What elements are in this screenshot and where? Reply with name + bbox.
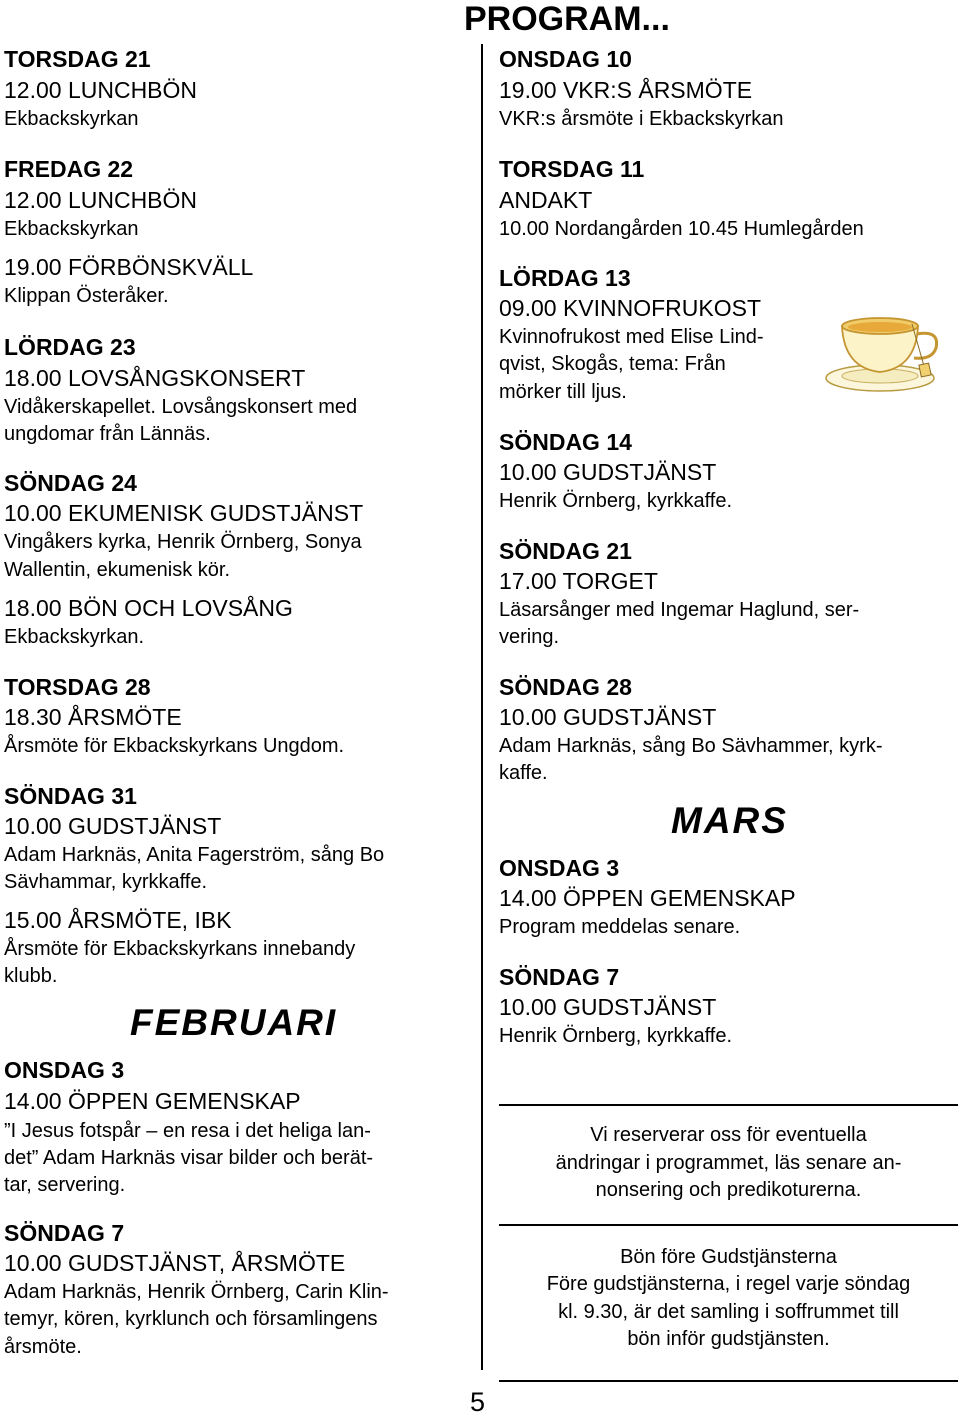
event-title: 19.00 VKR:S ÅRSMÖTE (499, 77, 753, 103)
day-heading: SÖNDAG 31 (4, 783, 137, 809)
prayer-text: bön inför gudstjänsten. (627, 1328, 830, 1350)
event-details: Kvinnofrukost med Elise Lind- (499, 326, 764, 348)
event-details: Adam Harknäs, Henrik Örnberg, Carin Klin- (4, 1281, 389, 1303)
event-details: Henrik Örnberg, kyrkkaffe. (499, 1025, 733, 1047)
event-details: Henrik Örnberg, kyrkkaffe. (499, 490, 733, 512)
day-heading: TORSDAG 21 (4, 46, 151, 72)
event-title: 09.00 KVINNOFRUKOST (499, 295, 762, 321)
event-title: 18.00 LOVSÅNGSKONSERT (4, 365, 306, 391)
day-heading: SÖNDAG 21 (499, 538, 632, 564)
event-title: 10.00 GUDSTJÄNST (4, 813, 222, 839)
event-details: Adam Harknäs, sång Bo Sävhammer, kyrk- (499, 735, 883, 757)
event-title: 10.00 GUDSTJÄNST (499, 994, 717, 1020)
event-details: Klippan Österåker. (4, 285, 169, 307)
event-title: ANDAKT (499, 187, 593, 213)
event-title: 17.00 TORGET (499, 568, 658, 594)
page-number: 5 (470, 1387, 486, 1417)
month-heading-februari: FEBRUARI (130, 1002, 338, 1043)
event-details: årsmöte. (4, 1336, 82, 1358)
event-title: 10.00 GUDSTJÄNST, ÅRSMÖTE (4, 1250, 346, 1276)
event-details: tar, servering. (4, 1174, 126, 1196)
day-heading: FREDAG 22 (4, 156, 134, 182)
event-details: Wallentin, ekumenisk kör. (4, 559, 231, 581)
prayer-text: kl. 9.30, är det samling i soffrummet till (558, 1301, 899, 1323)
notice-text: Vi reserverar oss för eventuella (590, 1124, 867, 1146)
event-details: Vidåkerskapellet. Lovsångskonsert med (4, 396, 358, 418)
event-details: mörker till ljus. (499, 381, 627, 403)
event-details: kaffe. (499, 762, 548, 784)
day-heading: SÖNDAG 7 (499, 964, 620, 990)
event-details: klubb. (4, 965, 58, 987)
divider-line (499, 1224, 958, 1226)
day-heading: ONSDAG 10 (499, 46, 632, 72)
event-details: det” Adam Harknäs visar bilder och berät- (4, 1147, 374, 1169)
notice-text: ändringar i programmet, läs senare an- (555, 1152, 902, 1174)
event-details: Program meddelas senare. (499, 916, 741, 938)
column-divider (481, 44, 483, 1370)
event-details: Årsmöte för Ekbackskyrkans Ungdom. (4, 735, 345, 757)
event-title: 10.00 GUDSTJÄNST (499, 459, 717, 485)
event-details: Årsmöte för Ekbackskyrkans innebandy (4, 938, 356, 960)
event-title: 18.30 ÅRSMÖTE (4, 704, 182, 730)
event-title: 12.00 LUNCHBÖN (4, 77, 198, 103)
event-details: Läsarsånger med Ingemar Haglund, ser- (499, 599, 860, 621)
notice-text: nonsering och predikoturerna. (595, 1179, 862, 1201)
event-details: Ekbackskyrkan (4, 108, 139, 130)
month-heading-mars: MARS (671, 800, 788, 841)
teacup-icon (822, 316, 954, 396)
event-details: Sävhammar, kyrkkaffe. (4, 871, 208, 893)
divider-line (499, 1104, 958, 1106)
day-heading: LÖRDAG 23 (4, 334, 136, 360)
event-title: 14.00 ÖPPEN GEMENSKAP (499, 885, 796, 911)
event-details: ungdomar från Lännäs. (4, 423, 211, 445)
event-details: vering. (499, 626, 560, 648)
event-details: qvist, Skogås, tema: Från (499, 353, 726, 375)
day-heading: SÖNDAG 14 (499, 429, 632, 455)
event-title: 19.00 FÖRBÖNSKVÄLL (4, 254, 254, 280)
event-details: Ekbackskyrkan (4, 218, 139, 240)
event-title: 10.00 GUDSTJÄNST (499, 704, 717, 730)
event-details: Vingåkers kyrka, Henrik Örnberg, Sonya (4, 531, 362, 553)
event-details: temyr, kören, kyrklunch och församlingens (4, 1308, 378, 1330)
day-heading: SÖNDAG 28 (499, 674, 632, 700)
day-heading: SÖNDAG 7 (4, 1220, 125, 1246)
event-title: 15.00 ÅRSMÖTE, IBK (4, 907, 232, 933)
page-title: PROGRAM... (464, 0, 670, 38)
event-details: ”I Jesus fotspår – en resa i det heliga lan- (4, 1120, 371, 1142)
event-title: 10.00 EKUMENISK GUDSTJÄNST (4, 500, 364, 526)
day-heading: SÖNDAG 24 (4, 470, 137, 496)
prayer-text: Före gudstjänsterna, i regel varje söndag (546, 1273, 911, 1295)
divider-line (499, 1380, 958, 1382)
event-title: 12.00 LUNCHBÖN (4, 187, 198, 213)
event-details: Adam Harknäs, Anita Fagerström, sång Bo (4, 844, 385, 866)
day-heading: TORSDAG 11 (499, 156, 645, 182)
day-heading: TORSDAG 28 (4, 674, 151, 700)
day-heading: LÖRDAG 13 (499, 265, 631, 291)
day-heading: ONSDAG 3 (499, 855, 620, 881)
event-details: Ekbackskyrkan. (4, 626, 145, 648)
day-heading: ONSDAG 3 (4, 1057, 125, 1083)
event-title: 18.00 BÖN OCH LOVSÅNG (4, 595, 293, 621)
event-details: VKR:s årsmöte i Ekbackskyrkan (499, 108, 784, 130)
event-title: 14.00 ÖPPEN GEMENSKAP (4, 1088, 301, 1114)
prayer-heading: Bön före Gudstjänsterna (620, 1246, 837, 1268)
event-details: 10.00 Nordangården 10.45 Humlegården (499, 218, 864, 240)
